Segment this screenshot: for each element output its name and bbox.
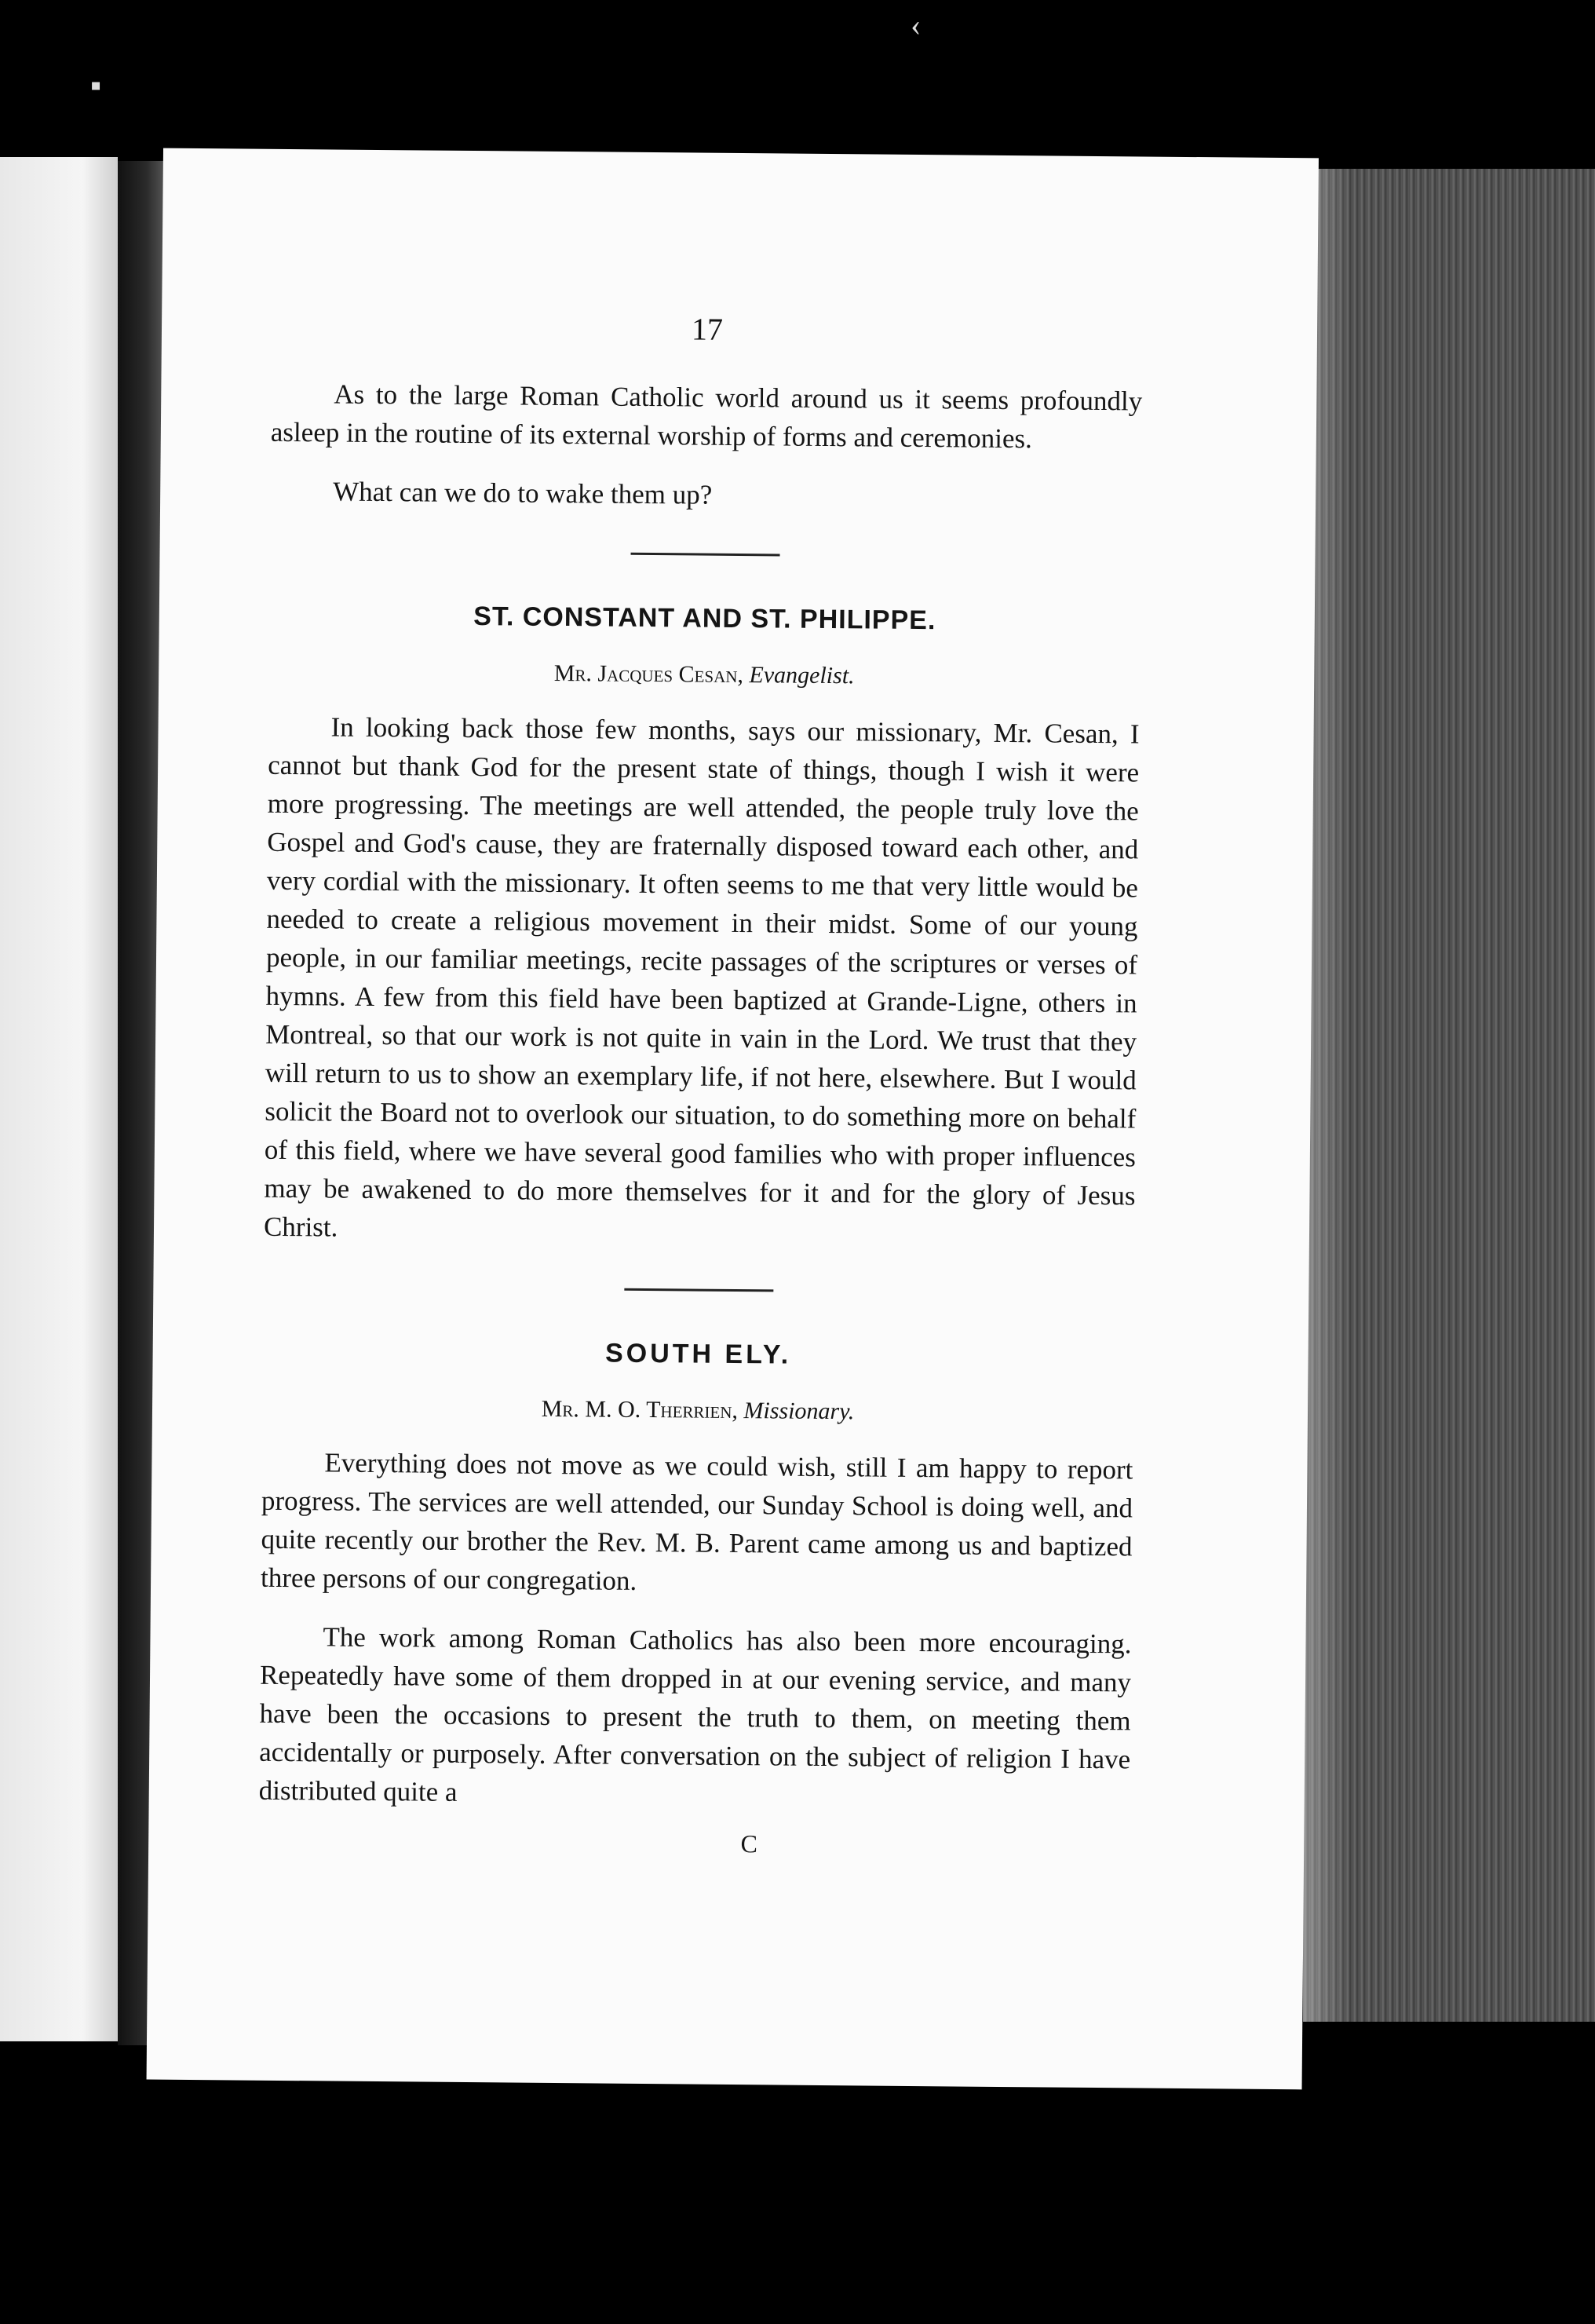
page-number: 17 xyxy=(691,311,724,347)
facing-page-edge xyxy=(0,157,118,2041)
section-heading: SOUTH ELY. xyxy=(604,1338,792,1370)
section-byline xyxy=(262,1387,1133,1434)
page-content xyxy=(258,306,1143,1892)
byline-name: Mr. M. O. Therrien, xyxy=(541,1395,739,1424)
body-paragraph: In looking back those few months, says our missionary, Mr. Cesan, I cannot but thank God for the present state of things, though I wish it were more progressing. The meetings are well attended, the people truly love the Gospel and God's cause, they are fraternally disposed toward each other, and very cordial with the missionary. It often seems to me that very little would be needed to create a religious movement in their midst. Some of our young people, in our familiar meetings, recite passages of the scriptures or verses of hymns. A few from this field have been baptized at Grande-Ligne, others in Montreal, so that our work is not quite in vain in the Lord. We trust that they will return to us to show an exemplary life, if not here, elsewhere. But I would solicit the Board not to overlook our situation, to do something more on behalf of this field, where we have several good families who with proper influences may be awakened to do more themselves for it and for the glory of Jesus Christ. xyxy=(263,711,1140,1243)
section-byline xyxy=(268,652,1140,698)
body-paragraph: The work among Roman Catholics has also been more encouraging. Repeatedly have some of them dropped in at our evening service, and many have been the occasions to present the truth to them, on meeting them accidentally or purposely. After conversation on the subject of religion I have distributed quite a xyxy=(258,1621,1132,1807)
scan-speck: ‹ xyxy=(911,7,922,42)
intro-question: What can we do to wake them up? xyxy=(333,476,713,510)
section-heading: ST. CONSTANT AND ST. PHILIPPE. xyxy=(473,601,936,636)
byline-role: Evangelist. xyxy=(749,662,855,689)
scan-speck: ▪ xyxy=(90,68,102,103)
section-divider xyxy=(624,1288,773,1292)
body-paragraph: Everything does not move as we could wish, still I am happy to report progress. The services are well attended, our Sunday School is doing well, and quite recently our brother the Rev. M. B. Parent came among us and baptized three persons of our congregation. xyxy=(260,1447,1133,1596)
printer-signature-mark: C xyxy=(740,1829,758,1858)
byline-name: Mr. Jacques Cesan, xyxy=(553,660,744,689)
book-page xyxy=(147,148,1319,2090)
section-divider xyxy=(631,553,780,557)
intro-paragraph: As to the large Roman Catholic world around us it seems profoundly asleep in the routine of its external worship of forms and ceremonies. xyxy=(270,378,1143,455)
byline-role: Missionary. xyxy=(743,1398,855,1425)
